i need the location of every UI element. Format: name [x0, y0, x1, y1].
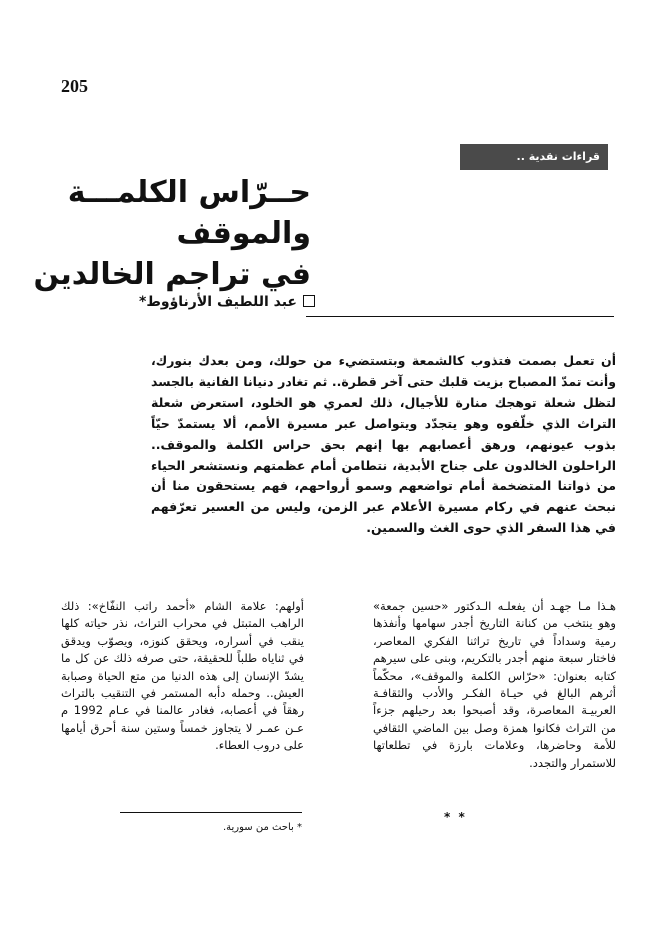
lead-paragraph: أن تعمل بصمت فتذوب كالشمعة وبتستضيء من حولك، ومن بعدك بنورك، وأنت تمدّ المصباح بزيت قلبك حتى آخر قطرة.. ثم تغادر دنيانا الفانية بالجسد لتظل شعلة توهجك منارة للأجيال، ذلك لعمري هو الخلود، استعرض شعلة التراث الذي خلّفوه وهو يتجدّد ويتواصل عبر مسيرة الأمم، ألا يستمدّ حيّاً بذوب عيونهم، ورهق أعصابهم بها إنهم بحق حراس الكلمة والموقف.. الراحلون الخالدون على جناح الأبدية، نتطامن أمام عظمتهم ونستشعر الحياء من ذواتنا المتضخمة أمام تواضعهم وسمو أرواحهم، فهم يستحقون منا أن نبحث عنهم في ركام مسيرة الأعلام عبر الزمن، وليس من العسير تعرّفهم في هذا السفر الذي حوى الغث والسمين. [151, 353, 616, 536]
square-bullet-icon [303, 295, 315, 307]
column-right-text: هـذا مـا جهـد أن يفعلـه الـدكتور «حسين جمعة» وهو ينتخب من كنانة التاريخ أجدر سهامها وأنفذها رمية وسداداً في تاريخ تراثنا الفكري المعاصر، فاختار سبعة منهم أجدر بالتكريم، وبنى على سيرهم كتابه بعنوان: «حرّاس الكلمة والموقف»، محكّماً أثرهم البالغ في حيـاة الفكـر والأدب والثقافـة العربيـة المعاصرة، وقد أصبحوا بعد رحيلهم جزءاً من التراث فكانوا همزة وصل بين الماضي الثقافي للأمة وحاضرها، وعلامات بارزة في تطلعاتها للاستمرار والتجدد. [373, 599, 616, 770]
author-divider [306, 316, 614, 317]
column-left-text: أولهم: علامة الشام «أحمد راتب النفّاخ»: ذلك الراهب المتبتل في محراب التراث، نذر حياته كلها ينقب في أسراره، ويحقق كنوزه، ويصوّب ويدقق في ثناياه طلباً للحقيقة، حتى صرفه ذلك عن كل ما يشدّ الإنسان إلى هذه الدنيا من متع الحياة وصبابة العيش.. وحمله دأبه المستمر في التنقيب بالتراث رهقاً في أعصابه، فغادر عالمنا في عـام 1992 م عـن عمـر لا يتجاوز خمساً وستين سنة أحرق أيامها على دروب العطاء. [61, 599, 305, 753]
section-tag: قراءات نقدية .. [460, 144, 608, 170]
title-line-2: والموقف [176, 216, 311, 251]
section-end-marker: * * [444, 810, 467, 824]
column-left [61, 598, 304, 755]
author-name: عبد اللطيف الأرناؤوط* [139, 294, 297, 310]
author-byline [139, 294, 315, 310]
footnote: * باحث من سورية. [222, 822, 302, 833]
page-number: 205 [61, 76, 88, 96]
column-right [373, 598, 616, 772]
article-title [33, 172, 311, 295]
footnote-divider [120, 812, 302, 813]
title-line-3: في تراجم الخالدين [33, 257, 311, 292]
title-line-1: حــرّاس الكلمـــة [67, 175, 311, 210]
